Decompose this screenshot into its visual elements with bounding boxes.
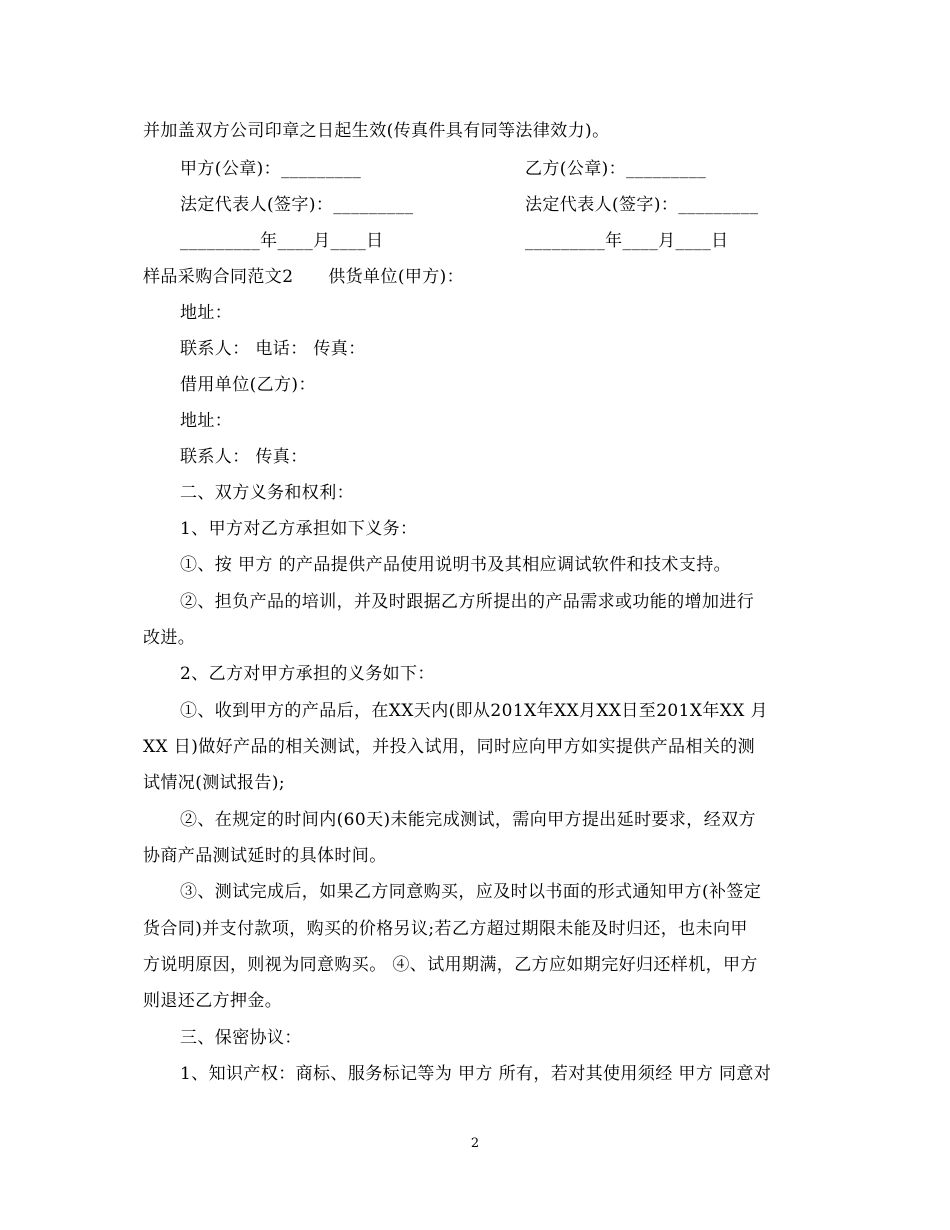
text-line: 货合同)并支付款项，购买的价格另议;若乙方超过期限未能及时归还，也未向甲 [143,919,748,939]
text-line: ①、收到甲方的产品后，在XX天内(即从201X年XX月XX日至201X年XX 月 [180,701,768,721]
page-number: 2 [470,1136,480,1151]
party-b-seal: 乙方(公章)：_________ [525,159,707,179]
text-line: 地址： [180,411,233,431]
text-line: 借用单位(乙方)： [180,375,316,395]
contract-title: 样品采购合同范文2 供货单位(甲方)： [143,267,465,287]
text-line: 1、甲方对乙方承担如下义务： [180,519,418,539]
text-line: 试情况(测试报告); [143,773,285,793]
text-line: ③、测试完成后，如果乙方同意购买，应及时以书面的形式通知甲方(补签定 [180,882,762,902]
text-line: 2、乙方对甲方承担的义务如下： [180,664,435,684]
text-line: 联系人： 电话： 传真： [180,339,366,359]
text-line: XX 日)做好产品的相关测试，并投入试用，同时应向甲方如实提供产品相关的测 [143,737,756,757]
text-line: 改进。 [143,628,196,648]
party-a-date: _________年____月____日 [180,231,384,251]
party-a-representative: 法定代表人(签字)：_________ [180,195,414,215]
text-line: ①、按 甲方 的产品提供产品使用说明书及其相应调试软件和技术支持。 [180,555,732,575]
text-line: 地址： [180,303,233,323]
text-line: 1、知识产权：商标、服务标记等为 甲方 所有，若对其使用须经 甲方 同意对 [180,1064,772,1084]
text-line: 协商产品测试延时的具体时间。 [143,846,387,866]
text-line: 方说明原因，则视为同意购买。 ④、试用期满，乙方应如期完好归还样机，甲方 [143,955,758,975]
text-line: 则退还乙方押金。 [143,991,283,1011]
section-heading: 三、保密协议： [180,1028,302,1048]
text-line: 联系人： 传真： [180,447,308,467]
text-line: 并加盖双方公司印章之日起生效(传真件具有同等法律效力)。 [143,121,610,141]
party-b-date: _________年____月____日 [525,231,729,251]
party-b-representative: 法定代表人(签字)：_________ [525,195,759,215]
text-line: ②、担负产品的培训，并及时跟据乙方所提出的产品需求或功能的增加进行 [180,592,755,612]
section-heading: 二、双方义务和权利： [180,483,354,503]
party-a-seal: 甲方(公章)：_________ [180,159,362,179]
text-line: ②、在规定的时间内(60天)未能完成测试，需向甲方提出延时要求，经双方 [180,810,756,830]
